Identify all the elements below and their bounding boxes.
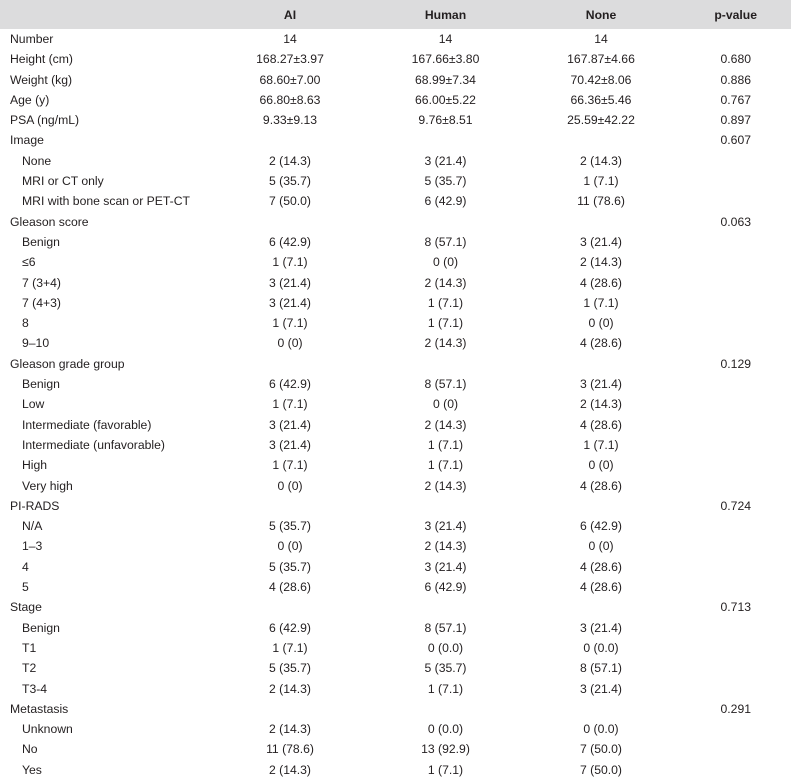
table-row: [0, 191, 791, 211]
table-row: [0, 130, 791, 150]
cell-p-value: 0.897: [720, 113, 751, 128]
cell-ai: 1 (7.1): [272, 397, 308, 412]
table-row: [0, 110, 791, 130]
cell-p-value: [679, 191, 791, 211]
cell-none: 1 (7.1): [583, 295, 619, 310]
cell-ai: 3 (21.4): [268, 417, 311, 432]
cell-none: 2 (14.3): [579, 153, 622, 168]
cell-human: 1 (7.1): [427, 762, 464, 777]
row-label: Benign: [22, 234, 60, 249]
cell-none: 6 (42.9): [579, 519, 622, 534]
row-label: 4: [22, 559, 29, 574]
table-header: [0, 0, 791, 29]
cell-p-value: [679, 29, 791, 49]
cell-human: 0 (0): [432, 255, 459, 270]
cell-human: 8 (57.1): [424, 377, 467, 392]
row-label: Benign: [22, 377, 60, 392]
row-label: 7 (3+4): [22, 275, 61, 290]
cell-none: 0 (0.0): [583, 722, 619, 737]
cell-ai: 3 (21.4): [268, 275, 311, 290]
cell-human: 13 (92.9): [421, 742, 470, 757]
cell-p-value: [679, 435, 791, 455]
row-label: MRI or CT only: [22, 174, 104, 189]
row-label: Low: [22, 397, 45, 412]
cell-p-value: 0.680: [720, 52, 751, 67]
cell-human: 68.99±7.34: [415, 72, 476, 87]
cell-ai: 1 (7.1): [272, 255, 308, 270]
table-row: [0, 151, 791, 171]
table-row: [0, 455, 791, 475]
table-row: [0, 679, 791, 699]
cell-ai: [212, 597, 368, 617]
cell-p-value: [679, 293, 791, 313]
cell-ai: [212, 496, 368, 516]
cell-human: 0 (0.0): [427, 722, 464, 737]
row-label: High: [22, 458, 48, 473]
cell-p-value: 0.129: [720, 356, 751, 371]
cell-p-value: 0.886: [720, 72, 751, 87]
row-label: Benign: [22, 620, 60, 635]
cell-human: 1 (7.1): [427, 458, 464, 473]
row-label: ≤6: [22, 255, 36, 270]
cell-human: 6 (42.9): [424, 580, 467, 595]
cell-none: 4 (28.6): [579, 336, 622, 351]
cell-none: 3 (21.4): [579, 234, 622, 249]
row-label: 1–3: [22, 539, 43, 554]
table-row: [0, 516, 791, 536]
table-row: [0, 90, 791, 110]
cell-p-value: [679, 252, 791, 272]
cell-human: 167.66±3.80: [411, 52, 480, 67]
row-label: Metastasis: [10, 701, 69, 716]
cell-p-value: [679, 516, 791, 536]
cell-p-value: 0.767: [720, 92, 751, 107]
cell-p-value: [679, 476, 791, 496]
cell-p-value: 0.607: [720, 133, 751, 148]
cell-human: 5 (35.7): [424, 661, 467, 676]
cell-ai: [212, 212, 368, 232]
cell-ai: 5 (35.7): [268, 519, 311, 534]
cell-ai: 4 (28.6): [268, 580, 311, 595]
row-label: PSA (ng/mL): [10, 113, 80, 128]
cell-ai: [212, 354, 368, 374]
row-label: PI-RADS: [10, 498, 60, 513]
cell-none: [523, 496, 679, 516]
table-row: [0, 374, 791, 394]
cell-none: [523, 354, 679, 374]
cell-ai: 6 (42.9): [268, 620, 311, 635]
cell-human: 3 (21.4): [424, 559, 467, 574]
table-row: [0, 719, 791, 739]
cell-p-value: [679, 151, 791, 171]
cell-human: 2 (14.3): [424, 275, 467, 290]
cell-ai: 68.60±7.00: [259, 72, 321, 87]
cell-p-value: 0.724: [720, 498, 751, 513]
row-label: Weight (kg): [10, 72, 73, 87]
cell-none: 7 (50.0): [579, 762, 622, 777]
cell-ai: 2 (14.3): [268, 153, 311, 168]
cell-human: 5 (35.7): [424, 174, 467, 189]
cell-p-value: [679, 679, 791, 699]
cell-none: 4 (28.6): [579, 417, 622, 432]
row-label: Gleason grade group: [10, 356, 125, 371]
cell-ai: 6 (42.9): [268, 234, 311, 249]
cell-ai: 1 (7.1): [272, 316, 308, 331]
cell-p-value: 0.713: [720, 600, 751, 615]
cell-none: 25.59±42.22: [567, 113, 635, 128]
cell-p-value: [679, 739, 791, 759]
cell-human: 1 (7.1): [427, 316, 464, 331]
cell-human: 66.00±5.22: [415, 92, 476, 107]
table-row: [0, 49, 791, 69]
row-label: 7 (4+3): [22, 295, 61, 310]
table-row: [0, 415, 791, 435]
cell-human: [368, 699, 523, 719]
header-row: [0, 0, 791, 29]
cell-ai: 5 (35.7): [268, 559, 311, 574]
cell-ai: 6 (42.9): [268, 377, 311, 392]
table-row: [0, 638, 791, 658]
cell-human: 0 (0): [432, 397, 459, 412]
cell-p-value: [679, 760, 791, 780]
row-label: 9–10: [22, 336, 50, 351]
table-row: [0, 394, 791, 414]
cell-ai: 2 (14.3): [268, 762, 311, 777]
cell-human: [368, 354, 523, 374]
table-body: [0, 29, 791, 780]
cell-ai: 0 (0): [277, 336, 303, 351]
row-label: Intermediate (unfavorable): [22, 437, 165, 452]
row-label: Number: [10, 32, 54, 46]
cell-ai: 168.27±3.97: [256, 52, 324, 67]
cell-p-value: [679, 394, 791, 414]
cell-none: 4 (28.6): [579, 478, 622, 493]
cell-none: 1 (7.1): [583, 437, 619, 452]
table-row: [0, 70, 791, 90]
table-row: [0, 232, 791, 252]
cell-p-value: [679, 455, 791, 475]
header-p-value: p-value: [714, 7, 757, 22]
cell-human: 8 (57.1): [424, 620, 467, 635]
cell-none: 70.42±8.06: [570, 72, 632, 87]
cell-p-value: [679, 658, 791, 678]
cell-human: 9.76±8.51: [418, 113, 473, 128]
row-label: Height (cm): [10, 52, 73, 67]
table-row: [0, 273, 791, 293]
cell-p-value: [679, 618, 791, 638]
table-row: [0, 212, 791, 232]
cell-ai: [212, 699, 368, 719]
table-row: [0, 293, 791, 313]
cell-ai: 9.33±9.13: [262, 113, 318, 128]
cell-none: 4 (28.6): [579, 275, 622, 290]
table-row: [0, 333, 791, 353]
cell-none: 7 (50.0): [579, 742, 622, 757]
table-row: [0, 557, 791, 577]
table-row: [0, 699, 791, 719]
row-label: Unknown: [22, 722, 73, 737]
header-label: [0, 0, 212, 29]
cell-p-value: [679, 577, 791, 597]
cell-ai: 3 (21.4): [268, 437, 311, 452]
cell-ai: 2 (14.3): [268, 722, 311, 737]
cell-none: 4 (28.6): [579, 559, 622, 574]
row-label: MRI with bone scan or PET-CT: [22, 194, 190, 209]
cell-human: 1 (7.1): [427, 295, 464, 310]
row-label: 5: [22, 580, 29, 595]
cell-none: 0 (0): [588, 539, 614, 554]
table-row: [0, 435, 791, 455]
cell-p-value: 0.291: [720, 701, 751, 716]
cell-p-value: [679, 638, 791, 658]
cell-ai: 1 (7.1): [272, 640, 308, 655]
table-row: [0, 313, 791, 333]
cell-human: [368, 130, 523, 150]
cell-none: 11 (78.6): [577, 194, 625, 209]
cell-p-value: [679, 536, 791, 556]
row-label: Intermediate (favorable): [22, 417, 152, 432]
header-ai: AI: [283, 7, 297, 22]
cell-p-value: [679, 273, 791, 293]
cell-p-value: [679, 171, 791, 191]
cell-human: 6 (42.9): [424, 194, 467, 209]
cell-none: 1 (7.1): [583, 174, 619, 189]
cell-human: 14: [438, 32, 453, 46]
cell-ai: 11 (78.6): [266, 742, 314, 757]
table-row: [0, 739, 791, 759]
row-label: No: [22, 742, 38, 757]
cell-ai: 0 (0): [277, 539, 303, 554]
cell-human: 1 (7.1): [427, 437, 464, 452]
cell-none: 8 (57.1): [579, 661, 622, 676]
cell-none: 0 (0): [588, 458, 614, 473]
cell-human: 2 (14.3): [424, 539, 467, 554]
cell-p-value: 0.063: [720, 214, 751, 229]
cell-none: 14: [594, 32, 608, 46]
cell-none: 2 (14.3): [579, 397, 622, 412]
cell-human: 3 (21.4): [424, 153, 467, 168]
cell-none: [523, 130, 679, 150]
table-row: [0, 618, 791, 638]
cell-human: 2 (14.3): [424, 417, 467, 432]
cell-human: 0 (0.0): [427, 640, 464, 655]
table-row: [0, 760, 791, 780]
cell-p-value: [679, 374, 791, 394]
table-row: [0, 597, 791, 617]
cell-none: 0 (0.0): [583, 640, 619, 655]
cell-none: [523, 699, 679, 719]
cell-ai: 3 (21.4): [268, 295, 311, 310]
cell-p-value: [679, 557, 791, 577]
cell-ai: 14: [283, 32, 297, 46]
row-label: Gleason score: [10, 214, 89, 229]
cell-none: 4 (28.6): [579, 580, 622, 595]
row-label: Image: [10, 133, 44, 148]
header-none: None: [585, 7, 617, 22]
table-row: [0, 252, 791, 272]
cell-ai: 7 (50.0): [268, 194, 311, 209]
cell-p-value: [679, 719, 791, 739]
row-label: T1: [22, 640, 37, 655]
cell-ai: 66.80±8.63: [259, 92, 321, 107]
row-label: N/A: [22, 519, 43, 534]
row-label: 8: [22, 316, 29, 331]
table-row: [0, 536, 791, 556]
cell-ai: 5 (35.7): [268, 174, 311, 189]
row-label: Stage: [10, 600, 42, 615]
header-human: Human: [424, 7, 467, 22]
cell-none: 3 (21.4): [579, 620, 622, 635]
table-row: [0, 658, 791, 678]
cell-ai: 2 (14.3): [268, 681, 311, 696]
cell-none: 3 (21.4): [579, 681, 622, 696]
cell-ai: 5 (35.7): [268, 661, 311, 676]
cell-none: [523, 597, 679, 617]
cell-human: 8 (57.1): [424, 234, 467, 249]
cell-none: 167.87±4.66: [567, 52, 635, 67]
cell-p-value: [679, 232, 791, 252]
cell-p-value: [679, 313, 791, 333]
cell-human: 3 (21.4): [424, 519, 467, 534]
cell-human: [368, 496, 523, 516]
cell-none: [523, 212, 679, 232]
cell-ai: 0 (0): [277, 478, 303, 493]
cell-human: [368, 597, 523, 617]
cell-ai: 1 (7.1): [272, 458, 308, 473]
row-label: Very high: [22, 478, 73, 493]
cell-human: [368, 212, 523, 232]
cell-none: 2 (14.3): [579, 255, 622, 270]
table-row: [0, 171, 791, 191]
table-row: [0, 29, 791, 49]
cell-human: 2 (14.3): [424, 336, 467, 351]
row-label: Yes: [22, 762, 42, 777]
cell-none: 3 (21.4): [579, 377, 622, 392]
table-row: [0, 354, 791, 374]
cell-ai: [212, 130, 368, 150]
row-label: None: [22, 153, 52, 168]
row-label: Age (y): [10, 92, 50, 107]
table-row: [0, 577, 791, 597]
cell-p-value: [679, 415, 791, 435]
table-row: [0, 496, 791, 516]
cell-human: 1 (7.1): [427, 681, 464, 696]
cell-none: 66.36±5.46: [570, 92, 632, 107]
cell-none: 0 (0): [588, 316, 614, 331]
table-row: [0, 476, 791, 496]
cell-human: 2 (14.3): [424, 478, 467, 493]
row-label: T2: [22, 661, 37, 676]
row-label: T3-4: [22, 681, 48, 696]
cell-p-value: [679, 333, 791, 353]
